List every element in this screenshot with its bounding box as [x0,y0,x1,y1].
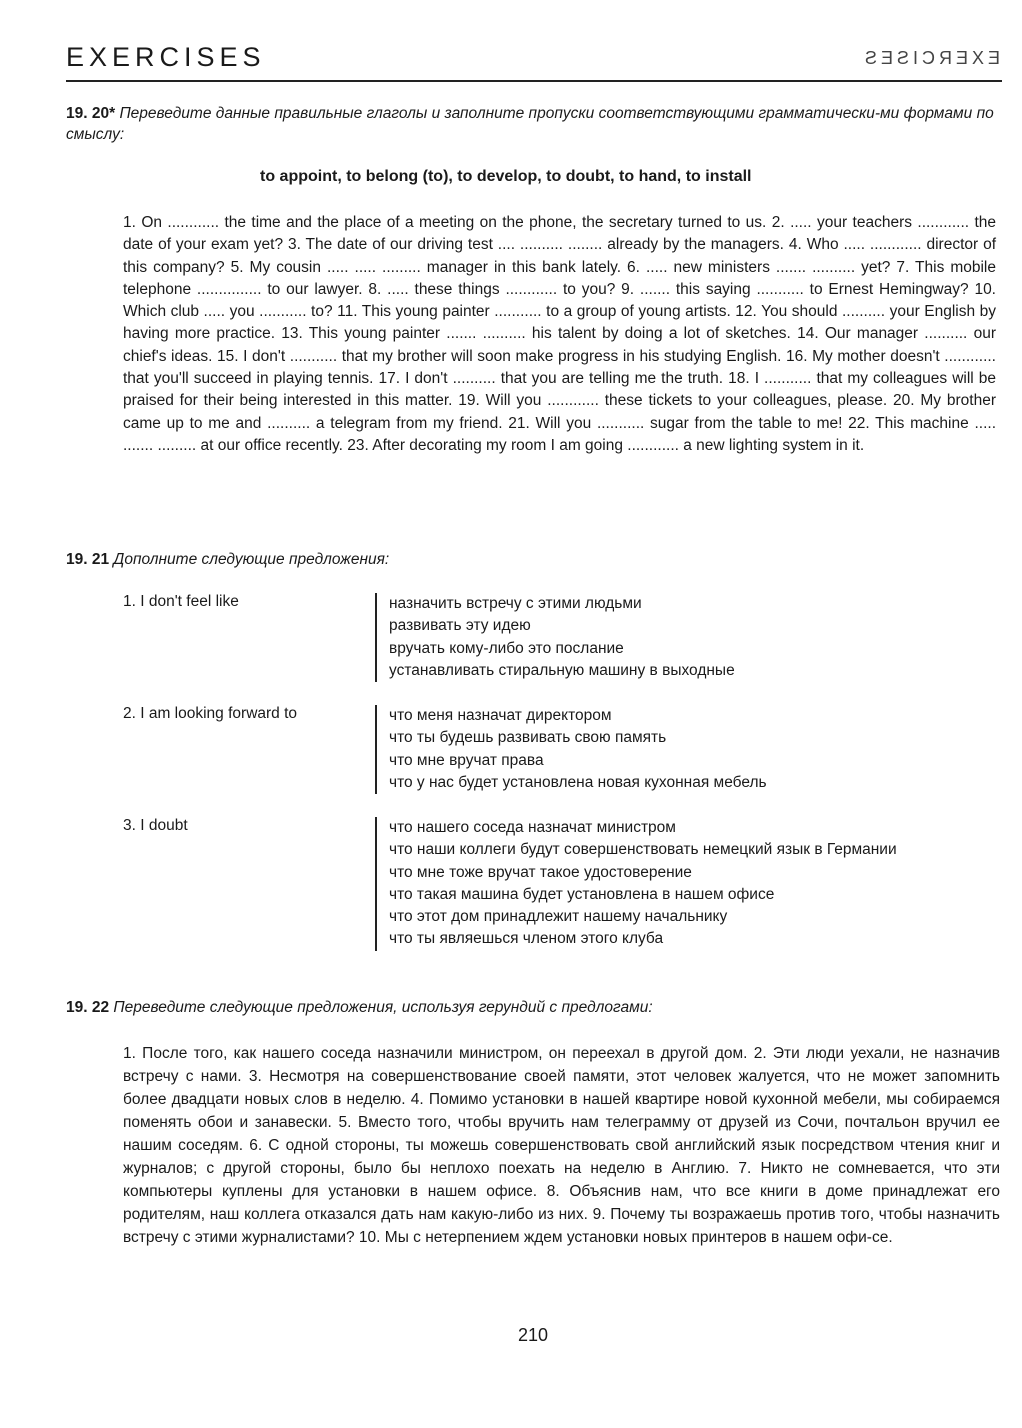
option-list [375,705,767,794]
option-item: что мне тоже вручат такое удостоверение [389,863,692,881]
exercise-19-20-heading [66,103,996,145]
exercise-19-21-heading [66,549,996,570]
option-item: устанавливать стиральную машину в выходные [389,661,735,679]
exercise-number: 19. 20* [66,105,116,122]
option-list [375,593,735,682]
verb-list: to appoint, to belong (to), to develop, to doubt, to hand, to install [260,168,752,185]
option-list [375,817,897,951]
exercise-19-20-text: 1. On ............ the time and the place of a meeting on the phone, the secretary turned to us. 2. ..... your teachers ............ the date of your exam yet? 3. The date of our driving test .... .......... ........ already by the managers. 4. Who ..... ............ director of this company? 5. My cousin ..... ..... ......... manager in this bank lately. 6. ..... new ministers ....... .......... yet? 7. This mobile telephone ............... to our lawyer. 8. ..... these things ............ to you? 9. ....... this saying ........... to Ernest Hemingway? 10. Which club ..... you ........... to? 11. This young painter ........... to a group of young artists. 12. You should .......... your English by having more practice. 13. This young painter ....... .......... his talent by doing a lot of sketches. 14. Our manager .......... our chief's ideas. 15. I don't ........... that my brother will soon make progress in his studying English. 16. My mother doesn't ............ that you'll succeed in playing tennis. 17. I don't .......... that you are telling me the truth. 18. I ........... that my colleagues will be praised for their being interested in this matter. 19. Will you ............ these tickets to your colleagues, please. 20. My brother came up to me and .......... a telegram from my friend. 21. Will you ........... sugar from the table to me! 22. This machine ..... ....... ......... at our office recently. 23. After decorating my room I am going ............ a new lighting system in it. [123,214,996,454]
option-item: что мне вручат права [389,751,544,769]
sentence-stem: 2. I am looking forward to [123,705,298,722]
page-number: 210 [518,1325,549,1345]
option-item: что наши коллеги будут совершенствовать немецкий язык в Германии [389,841,897,859]
option-item: что такая машина будет установлена в нашем офисе [389,885,775,903]
option-item: назначить встречу с этими людьми [389,595,642,612]
exercise-instruction: Дополните следующие предложения: [113,551,390,568]
option-item: что нашего соседа назначат министром [389,819,676,836]
exercise-instruction: Переведите следующие предложения, используя герундий с предлогами: [113,999,653,1016]
page-header-mirrored-title: EXERCISES [860,48,1000,68]
option-item: что меня назначат директором [389,707,612,724]
option-item: что ты являешься членом этого клуба [389,930,664,948]
sentence-stem: 1. I don't feel like [123,593,239,610]
exercise-19-22-text: 1. После того, как нашего соседа назначили министром, он переехал в другой дом. 2. Эти люди уехали, не назначив встречу с нами. 3. Несмотря на совершенствование своей памяти, этот человек жалуется, что не может запомнить более двадцати новых слов в неделю. 4. Помимо установки в нашей квартире новой кухонной мебели, мы собираемся поменять обои и занавески. 5. Вместо того, чтобы вручить нам телеграмму от друзей из Сочи, почтальон вручил ее нашим соседям. 6. С одной стороны, ты можешь совершенствовать свой английский язык посредством чтения книг и журналов; с другой стороны, было бы неплохо поехать на неделю в Англию. 7. Никто не сомневается, что эти компьютеры куплены для установки в нашем офисе. 8. Объяснив нам, что все книги в доме принадлежат его родителям, наш коллега отказался дать нам какую-либо из них. 9. Почему ты возражаешь против того, чтобы назначить встречу с этими журналистами? 10. Мы с нетерпением ждем установки новых принтеров в нашем офи-се. [123,1045,1000,1246]
header-divider [66,80,1002,82]
option-item: что ты будешь развивать свою память [389,729,667,747]
exercise-number: 19. 22 [66,999,110,1016]
sentence-stem: 3. I doubt [123,817,188,834]
exercise-number: 19. 21 [66,551,110,568]
page-header-title: EXERCISES [66,42,266,72]
exercise-19-22-heading [66,997,996,1018]
option-item: развивать эту идею [389,617,531,635]
option-item: что у нас будет установлена новая кухонная мебель [389,773,767,791]
option-item: что этот дом принадлежит нашему начальнику [389,908,728,926]
exercise-instruction: Переведите данные правильные глаголы и заполните пропуски соответствующими грамматически-ми формами по смыслу: [66,105,994,143]
option-item: вручать кому-либо это послание [389,639,624,657]
